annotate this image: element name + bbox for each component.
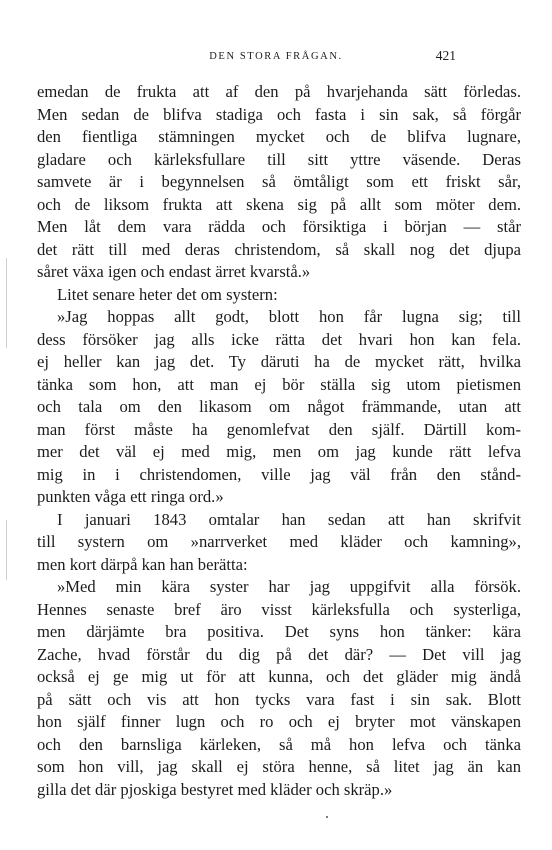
text-line: mig in i christendomen, ville jag väl från den stånd-: [37, 464, 521, 484]
page-number: 421: [435, 48, 456, 63]
text-line: Litet senare heter det om systern:: [57, 284, 278, 304]
text-line: det rätt till med deras christendom, så skall nog det djupa: [37, 239, 521, 259]
text-line: »Jag hoppas allt godt, blott hon får lugna sig; till: [57, 307, 521, 326]
body-text: [37, 81, 521, 801]
paragraph: [37, 306, 521, 509]
text-line: dess försöker jag alls icke rätta det hvari hon kan fela.: [37, 329, 521, 349]
margin-scan-mark: [6, 520, 7, 580]
text-line: Hennes senaste bref äro visst kärleksfulla och systerliga,: [37, 599, 521, 619]
text-line: gladare och kärleksfullare till sitt yttre väsende. Deras: [37, 149, 521, 169]
paragraph: [37, 509, 521, 577]
text-line: som hon vill, jag skall ej störa henne, så litet jag än kan: [37, 757, 521, 776]
text-line: på sätt och vis att hon tycks vara fast i sin sak. Blott: [37, 689, 521, 709]
text-line: ej heller kan jag det. Ty däruti ha de mycket rätt, hvilka: [37, 352, 521, 371]
running-header-title: DEN STORA FRÅGAN.: [209, 51, 343, 62]
text-line: samvete är i begynnelsen så ömtåligt som ett friskt sår,: [37, 172, 521, 191]
print-speck: [326, 816, 328, 818]
text-line: Men låt dem vara rädda och försiktiga i början — står: [37, 217, 521, 236]
text-line: hon själf finner lugn och ro och ej bryter mot vänskapen: [37, 712, 521, 731]
text-line: till systern om »narrverket med kläder och kamning»,: [37, 532, 521, 551]
paragraph: [37, 81, 521, 284]
text-line: och de liksom frukta att skena sig på allt som möter dem.: [37, 194, 521, 214]
margin-scan-mark: [6, 258, 7, 348]
text-line: men kort därpå kan han berätta:: [37, 554, 248, 574]
paragraph: [37, 576, 521, 801]
text-line: också ej ge mig ut för att kunna, och det gläder mig ändå: [37, 667, 521, 686]
text-line: mer det väl ej med mig, men om jag kunde rätt lefva: [37, 442, 521, 461]
text-line: och den barnsliga kärleken, så må hon lefva och tänka: [37, 734, 521, 754]
text-line: och tala om den likasom om något främmande, utan att: [37, 397, 521, 416]
text-line: den fientliga stämningen mycket och de blifva lugnare,: [37, 127, 521, 146]
text-line: punkten våga ett ringa ord.»: [37, 487, 224, 506]
text-line: emedan de frukta att af den på hvarjehanda sätt förledas.: [37, 82, 521, 101]
text-line: men därjämte bra positiva. Det syns hon tänker: kära: [37, 622, 521, 641]
text-line: »Med min kära syster har jag uppgifvit alla försök.: [57, 577, 521, 596]
text-line: Men sedan de blifva stadiga och fasta i sin sak, så förgår: [37, 104, 521, 124]
text-line: I januari 1843 omtalar han sedan att han skrifvit: [57, 509, 521, 529]
text-line: Zache, hvad förstår du dig på det där? — Det vill jag: [37, 644, 521, 664]
text-line: man först måste ha genomlefvat den själf. Därtill kom-: [37, 419, 521, 439]
text-line: såret växa igen och endast ärret kvarstå.»: [37, 262, 311, 281]
text-line: tänka som hon, att man ej bör ställa sig utom pietismen: [37, 374, 521, 394]
paragraph: [37, 284, 521, 307]
text-line: gilla det där pjoskiga bestyret med kläder och skräp.»: [37, 779, 393, 799]
